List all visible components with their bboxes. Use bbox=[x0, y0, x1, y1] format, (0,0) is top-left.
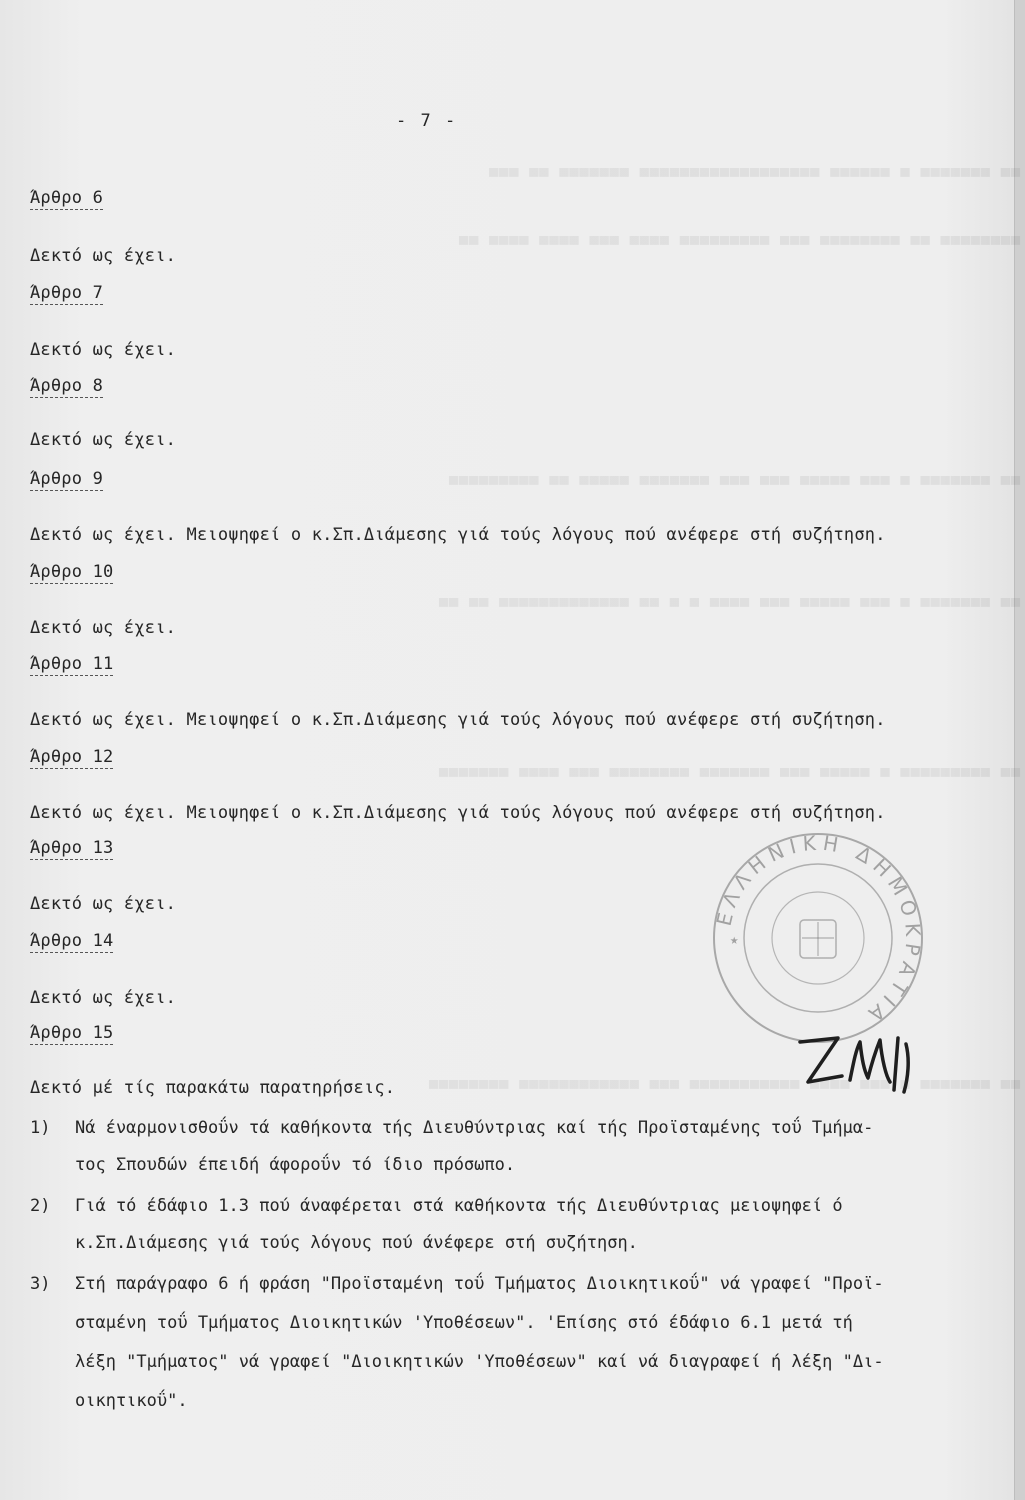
article-heading: Άρθρο 6 bbox=[30, 188, 104, 208]
remark-line: κ.Σπ.Διάμεσης γιά τούς λόγους πού άνέφερε στή συζήτηση. bbox=[75, 1233, 638, 1253]
bleed-through-line: ▀▀ ▀▀▀▀▀▀▀ ▀ ▀▀▀ ▀▀▀▀▀ ▀▀▀ ▀▀▀ ▀▀▀▀▀▀▀ ▀▀▀▀▀ ▀▀ ▀▀▀▀▀▀▀▀▀ bbox=[448, 476, 1020, 494]
page-edge bbox=[1014, 0, 1025, 1500]
bleed-through-line: ▀▀ ▀▀▀▀▀▀▀ ▀ ▀▀▀ ▀▀▀▀▀ ▀▀▀ ▀▀▀▀ ▀ ▀ ▀▀ ▀▀▀▀▀▀▀▀▀▀▀▀▀ ▀▀ ▀▀ bbox=[438, 598, 1020, 616]
remark-line: τος Σπουδών έπειδή άφοροΰν τό ίδιο πρόσωπο. bbox=[75, 1155, 516, 1175]
svg-text:★: ★ bbox=[730, 932, 739, 948]
article-heading: Άρθρο 11 bbox=[30, 654, 114, 674]
remark-number: 2) bbox=[30, 1196, 51, 1216]
remark-line: Στή παράγραφο 6 ή φράση "Προϊσταμένη τοΰ Τμήματος Διοικητικοΰ" νά γραφεί "Προϊ- bbox=[75, 1274, 884, 1294]
remark-number: 1) bbox=[30, 1118, 51, 1138]
article-text: Δεκτό ως έχει. Μειοψηφεί ο κ.Σπ.Διάμεσης γιά τούς λόγους πού ανέφερε στή συζήτηση. bbox=[30, 710, 886, 730]
article-heading: Άρθρο 15 bbox=[30, 1023, 114, 1043]
remark-line: Νά έναρμονισθοΰν τά καθήκοντα τής Διευθύντριας καί τής Προϊσταμένης τοΰ Τμήμα- bbox=[75, 1118, 874, 1138]
article-heading: Άρθρο 10 bbox=[30, 562, 114, 582]
article-text: Δεκτό ως έχει. bbox=[30, 894, 177, 914]
remark-line: σταμένη τοΰ Τμήματος Διοικητικών 'Υποθέσεων". 'Επίσης στό έδάφιο 6.1 μετά τή bbox=[75, 1313, 853, 1333]
article-heading: Άρθρο 14 bbox=[30, 931, 114, 951]
remark-line: Γιά τό έδάφιο 1.3 πού άναφέρεται στά καθήκοντα τής Διευθύντριας μειοψηφεί ό bbox=[75, 1196, 843, 1216]
official-seal-stamp bbox=[708, 828, 928, 1048]
article-heading: Άρθρο 7 bbox=[30, 283, 104, 303]
remark-line: λέξη "Τμήματος" νά γραφεί "Διοικητικών 'Υποθέσεων" καί νά διαγραφεί ή λέξη "Δι- bbox=[75, 1352, 884, 1372]
article-text: Δεκτό ως έχει. bbox=[30, 246, 177, 266]
article-text: Δεκτό ως έχει. bbox=[30, 340, 177, 360]
article-heading: Άρθρο 9 bbox=[30, 469, 104, 489]
article-text: Δεκτό ως έχει. bbox=[30, 618, 177, 638]
article-text: Δεκτό ως έχει. bbox=[30, 988, 177, 1008]
bleed-through-line: ▀▀ ▀▀▀▀▀▀▀▀▀ ▀ ▀▀▀▀▀ ▀▀▀ ▀▀▀▀▀▀▀ ▀▀▀▀▀▀▀▀ ▀▀▀ ▀▀▀▀ ▀▀▀▀▀▀▀ bbox=[438, 768, 1020, 786]
bleed-through-line: ▀▀ ▀▀▀▀▀▀▀ ▀ ▀▀▀ ▀▀▀▀ ▀▀▀▀▀▀▀▀▀▀▀ ▀▀▀ ▀▀▀▀▀▀▀▀▀▀▀▀ ▀▀▀▀▀▀▀▀ bbox=[428, 1080, 1020, 1098]
article-heading: Άρθρο 13 bbox=[30, 838, 114, 858]
remark-number: 3) bbox=[30, 1274, 51, 1294]
article-text: Δεκτό ως έχει. Μειοψηφεί ο κ.Σπ.Διάμεσης γιά τούς λόγους πού ανέφερε στή συζήτηση. bbox=[30, 803, 886, 823]
article-heading: Άρθρο 12 bbox=[30, 747, 114, 767]
bleed-through-line: ▀▀▀▀▀▀▀▀ ▀▀ ▀▀▀▀▀▀▀▀ ▀▀▀ ▀▀▀▀▀▀▀▀▀ ▀▀▀▀ ▀▀▀ ▀▀▀▀ ▀▀▀▀ ▀▀ bbox=[458, 236, 1020, 254]
bleed-through-line: ▀▀ ▀▀▀▀▀▀▀ ▀ ▀▀▀▀▀▀ ▀▀▀▀▀▀▀▀▀▀▀▀▀▀▀▀▀▀ ▀▀▀▀▀▀▀ ▀▀ ▀▀▀ bbox=[488, 168, 1020, 186]
article-heading: Άρθρο 8 bbox=[30, 376, 104, 396]
article-text: Δεκτό ως έχει. Μειοψηφεί ο κ.Σπ.Διάμεσης γιά τούς λόγους πού ανέφερε στή συζήτηση. bbox=[30, 525, 886, 545]
handwritten-signature bbox=[790, 1020, 960, 1100]
svg-text:ΕΛΛΗΝΙΚΗ ΔΗΜΟΚΡΑΤΙΑ: ΕΛΛΗΝΙΚΗ ΔΗΜΟΚΡΑΤΙΑ bbox=[711, 830, 926, 1030]
remark-line: οικητικοΰ". bbox=[75, 1391, 188, 1411]
page-number: - 7 - bbox=[396, 111, 458, 131]
article-text: Δεκτό μέ τίς παρακάτω παρατηρήσεις. bbox=[30, 1078, 396, 1098]
article-text: Δεκτό ως έχει. bbox=[30, 430, 177, 450]
